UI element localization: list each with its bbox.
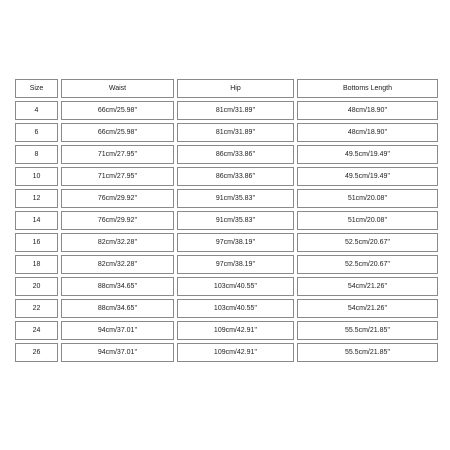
cell-bottoms-length: 54cm/21.26'': [297, 299, 438, 318]
cell-size: 18: [15, 255, 58, 274]
cell-waist: 71cm/27.95'': [61, 145, 174, 164]
cell-waist: 88cm/34.65'': [61, 277, 174, 296]
cell-hip: 97cm/38.19'': [177, 255, 294, 274]
table-row: [15, 189, 438, 208]
cell-bottoms-length: 52.5cm/20.67'': [297, 255, 438, 274]
cell-hip: 109cm/42.91'': [177, 321, 294, 340]
cell-hip: 81cm/31.89'': [177, 101, 294, 120]
table-row: [15, 299, 438, 318]
cell-bottoms-length: 54cm/21.26'': [297, 277, 438, 296]
table-row: [15, 101, 438, 120]
cell-hip: 103cm/40.55'': [177, 299, 294, 318]
cell-bottoms-length: 49.5cm/19.49'': [297, 167, 438, 186]
header-size: Size: [15, 79, 58, 98]
cell-waist: 88cm/34.65'': [61, 299, 174, 318]
cell-size: 16: [15, 233, 58, 252]
cell-bottoms-length: 52.5cm/20.67'': [297, 233, 438, 252]
cell-size: 4: [15, 101, 58, 120]
cell-waist: 94cm/37.01'': [61, 321, 174, 340]
table-row: [15, 211, 438, 230]
table-row: [15, 233, 438, 252]
header-waist: Waist: [61, 79, 174, 98]
cell-waist: 66cm/25.98'': [61, 101, 174, 120]
cell-waist: 76cm/29.92'': [61, 211, 174, 230]
cell-hip: 86cm/33.86'': [177, 167, 294, 186]
cell-size: 26: [15, 343, 58, 362]
table-row: [15, 277, 438, 296]
header-hip: Hip: [177, 79, 294, 98]
cell-size: 22: [15, 299, 58, 318]
cell-hip: 109cm/42.91'': [177, 343, 294, 362]
table-row: [15, 145, 438, 164]
table-row: [15, 167, 438, 186]
table-row: [15, 123, 438, 142]
cell-size: 20: [15, 277, 58, 296]
cell-bottoms-length: 51cm/20.08'': [297, 211, 438, 230]
table-row: [15, 343, 438, 362]
cell-size: 14: [15, 211, 58, 230]
cell-size: 8: [15, 145, 58, 164]
cell-hip: 91cm/35.83'': [177, 211, 294, 230]
cell-waist: 94cm/37.01'': [61, 343, 174, 362]
cell-hip: 86cm/33.86'': [177, 145, 294, 164]
cell-waist: 82cm/32.28'': [61, 233, 174, 252]
cell-hip: 103cm/40.55'': [177, 277, 294, 296]
cell-bottoms-length: 55.5cm/21.85'': [297, 343, 438, 362]
cell-bottoms-length: 49.5cm/19.49'': [297, 145, 438, 164]
size-chart-table: [12, 76, 441, 365]
cell-size: 12: [15, 189, 58, 208]
cell-waist: 82cm/32.28'': [61, 255, 174, 274]
cell-bottoms-length: 48cm/18.90'': [297, 123, 438, 142]
cell-size: 6: [15, 123, 58, 142]
cell-bottoms-length: 51cm/20.08'': [297, 189, 438, 208]
cell-size: 24: [15, 321, 58, 340]
table-row: [15, 321, 438, 340]
cell-bottoms-length: 48cm/18.90'': [297, 101, 438, 120]
cell-waist: 76cm/29.92'': [61, 189, 174, 208]
cell-waist: 66cm/25.98'': [61, 123, 174, 142]
table-row: [15, 255, 438, 274]
cell-bottoms-length: 55.5cm/21.85'': [297, 321, 438, 340]
cell-hip: 81cm/31.89'': [177, 123, 294, 142]
cell-hip: 97cm/38.19'': [177, 233, 294, 252]
cell-waist: 71cm/27.95'': [61, 167, 174, 186]
cell-size: 10: [15, 167, 58, 186]
cell-hip: 91cm/35.83'': [177, 189, 294, 208]
header-bottoms-length: Bottoms Length: [297, 79, 438, 98]
header-row: [15, 79, 438, 98]
